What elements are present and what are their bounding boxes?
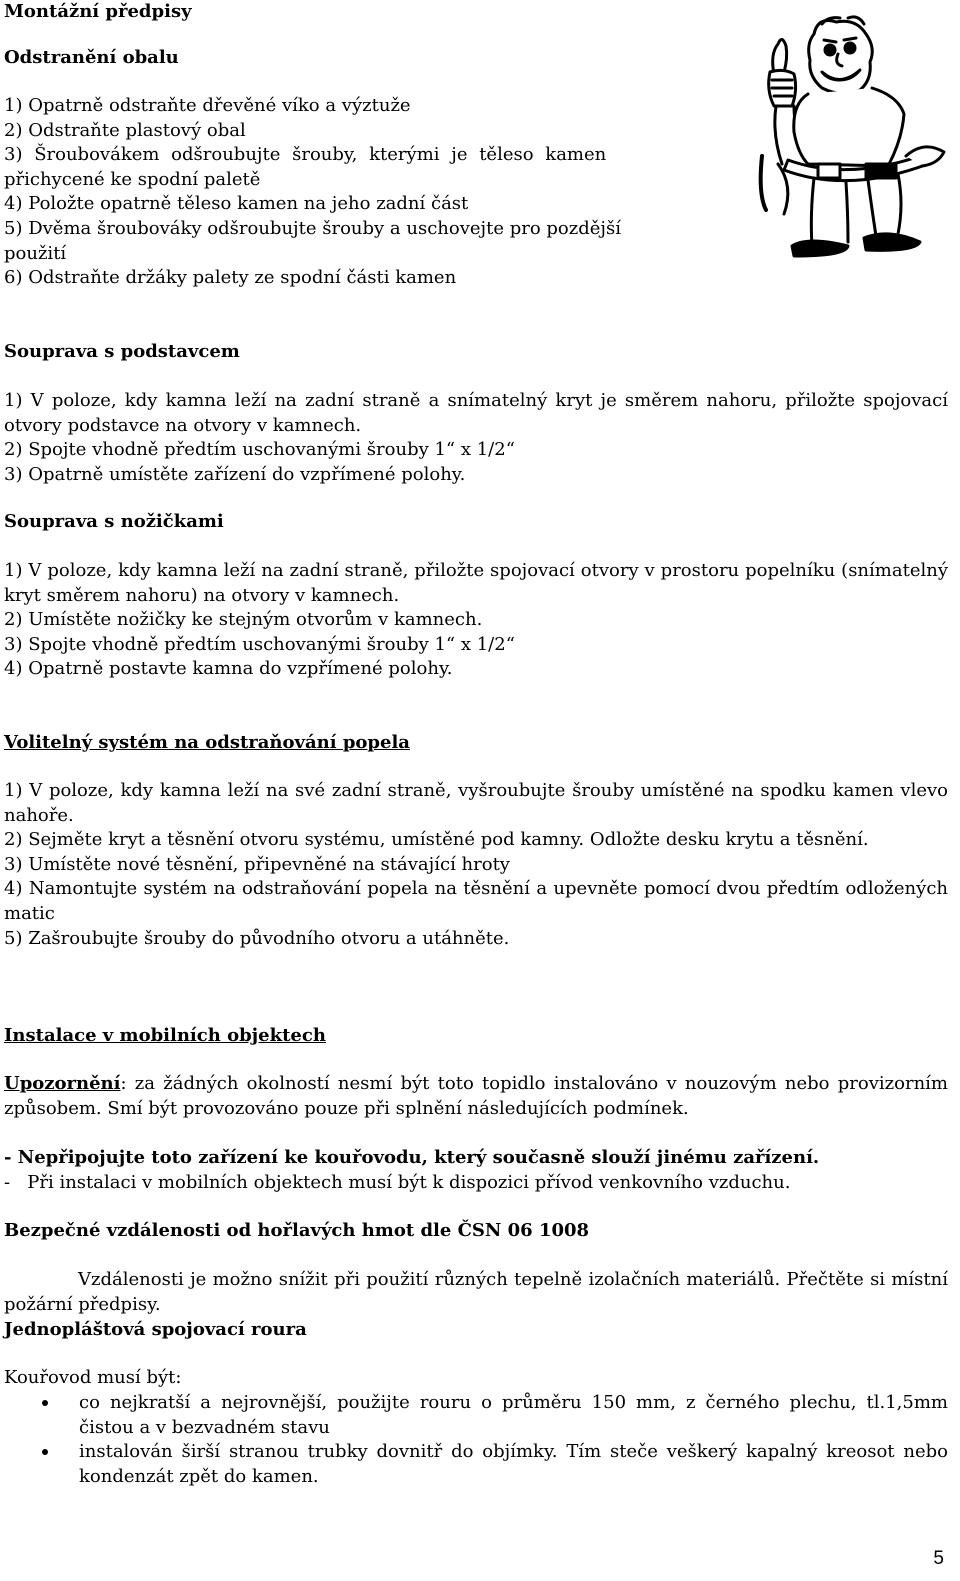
section-heading-safety: Bezpečné vzdálenosti od hořlavých hmot dle ČSN 06 1008: [4, 1220, 590, 1241]
list-item: co nejkratší a nejrovnější, použijte rouru o průměru 150 mm, z černého plechu, tl.1,5mm čistou a v bezvadném stavu: [4, 1391, 948, 1440]
unpack-step: 2) Odstraňte plastový obal: [4, 119, 246, 141]
stand-step: 2) Spojte vhodně předtím uschovanými šrouby 1“ x 1/2“: [4, 439, 515, 461]
cartoon-man-thumbs-up-icon: [748, 14, 948, 258]
mobile-rule: - Při instalaci v mobilních objektech musí být k dispozici přívod venkovního vzduchu.: [4, 1171, 791, 1193]
unpack-step: 1) Opatrně odstraňte dřevěné víko a výztuže: [4, 95, 411, 116]
pipe-requirements-list: [4, 1391, 948, 1489]
ash-step: 4) Namontujte systém na odstraňování popela na těsnění a upevněte pomocí dvou předtím odložených matic: [4, 878, 948, 924]
list-item: instalován širší stranou trubky dovnitř do objímky. Tím steče veškerý kapalný kreosot nebo kondenzát zpět do kamen.: [4, 1440, 948, 1489]
legs-step: 2) Umístěte nožičky ke stejným otvorům v kamnech.: [4, 609, 483, 631]
page-number: 5: [933, 1548, 944, 1569]
section-heading-ash: Volitelný systém na odstraňování popela: [4, 732, 410, 753]
section-heading-mobile: Instalace v mobilních objektech: [4, 1025, 326, 1046]
section-heading-legs: Souprava s nožičkami: [4, 511, 224, 532]
mobile-warning: [4, 1072, 948, 1121]
unpack-step: 4) Položte opatrně těleso kamen na jeho zadní část: [4, 193, 469, 215]
ash-step: 2) Sejměte kryt a těsnění otvoru systému, umístěné pod kamny. Odložte desku krytu a těsnění.: [4, 829, 869, 851]
ash-step: 1) V poloze, kdy kamna leží na své zadní straně, vyšroubujte šrouby umístěné na spodku kamen vlevo nahoře.: [4, 780, 948, 826]
mobile-rule-bold: - Nepřipojujte toto zařízení ke kouřovodu, který současně slouží jinému zařízení.: [4, 1147, 820, 1168]
unpack-step: přichycené ke spodní paletě: [4, 168, 261, 190]
stand-step: 1) V poloze, kdy kamna leží na zadní straně a snímatelný kryt je směrem nahoru, přiložte spojovací otvory podstavce na otvory v kamnech.: [4, 390, 948, 436]
safety-text: Vzdálenosti je možno snížit při použití různých tepelně izolačních materiálů. Přečtěte si místní požární předpisy.: [4, 1269, 948, 1315]
warning-text: : za žádných okolností nesmí být toto topidlo instalováno v nouzovým nebo provizorním způsobem. Smí být provozováno pouze při splnění následujících podmínek.: [4, 1073, 948, 1119]
ash-step: 3) Umístěte nové těsnění, připevněné na stávající hroty: [4, 853, 510, 875]
stand-steps: [4, 389, 948, 487]
legs-steps: [4, 559, 948, 682]
ash-steps: [4, 779, 948, 951]
stand-step: 3) Opatrně umístěte zařízení do vzpřímené polohy.: [4, 463, 466, 485]
mobile-rules: [4, 1146, 948, 1195]
ash-step: 5) Zašroubujte šrouby do původního otvoru a utáhněte.: [4, 927, 510, 949]
unpack-step: použití: [4, 242, 67, 264]
unpack-steps: [4, 94, 704, 291]
warning-label: Upozornění: [4, 1073, 121, 1094]
section-heading-pipe: Jednopláštová spojovací roura: [4, 1319, 307, 1340]
page-title: Montážní předpisy: [4, 1, 192, 22]
legs-step: 3) Spojte vhodně předtím uschovanými šrouby 1“ x 1/2“: [4, 633, 515, 655]
unpack-step: 5) Dvěma šroubováky odšroubujte šrouby a uschovejte pro pozdější: [4, 217, 622, 239]
section-heading-stand: Souprava s podstavcem: [4, 341, 240, 362]
section-heading-unpack: Odstranění obalu: [4, 47, 179, 68]
legs-step: 4) Opatrně postavte kamna do vzpřímené polohy.: [4, 658, 453, 680]
legs-step: 1) V poloze, kdy kamna leží na zadní straně, přiložte spojovací otvory v prostoru popelníku (snímatelný kryt směrem nahoru) na otvory v kamnech.: [4, 560, 948, 606]
unpack-step: 6) Odstraňte držáky palety ze spodní části kamen: [4, 267, 457, 289]
pipe-intro: Kouřovod musí být:: [4, 1367, 182, 1388]
unpack-step: 3) Šroubovákem odšroubujte šrouby, kterými je těleso kamen: [4, 144, 607, 166]
